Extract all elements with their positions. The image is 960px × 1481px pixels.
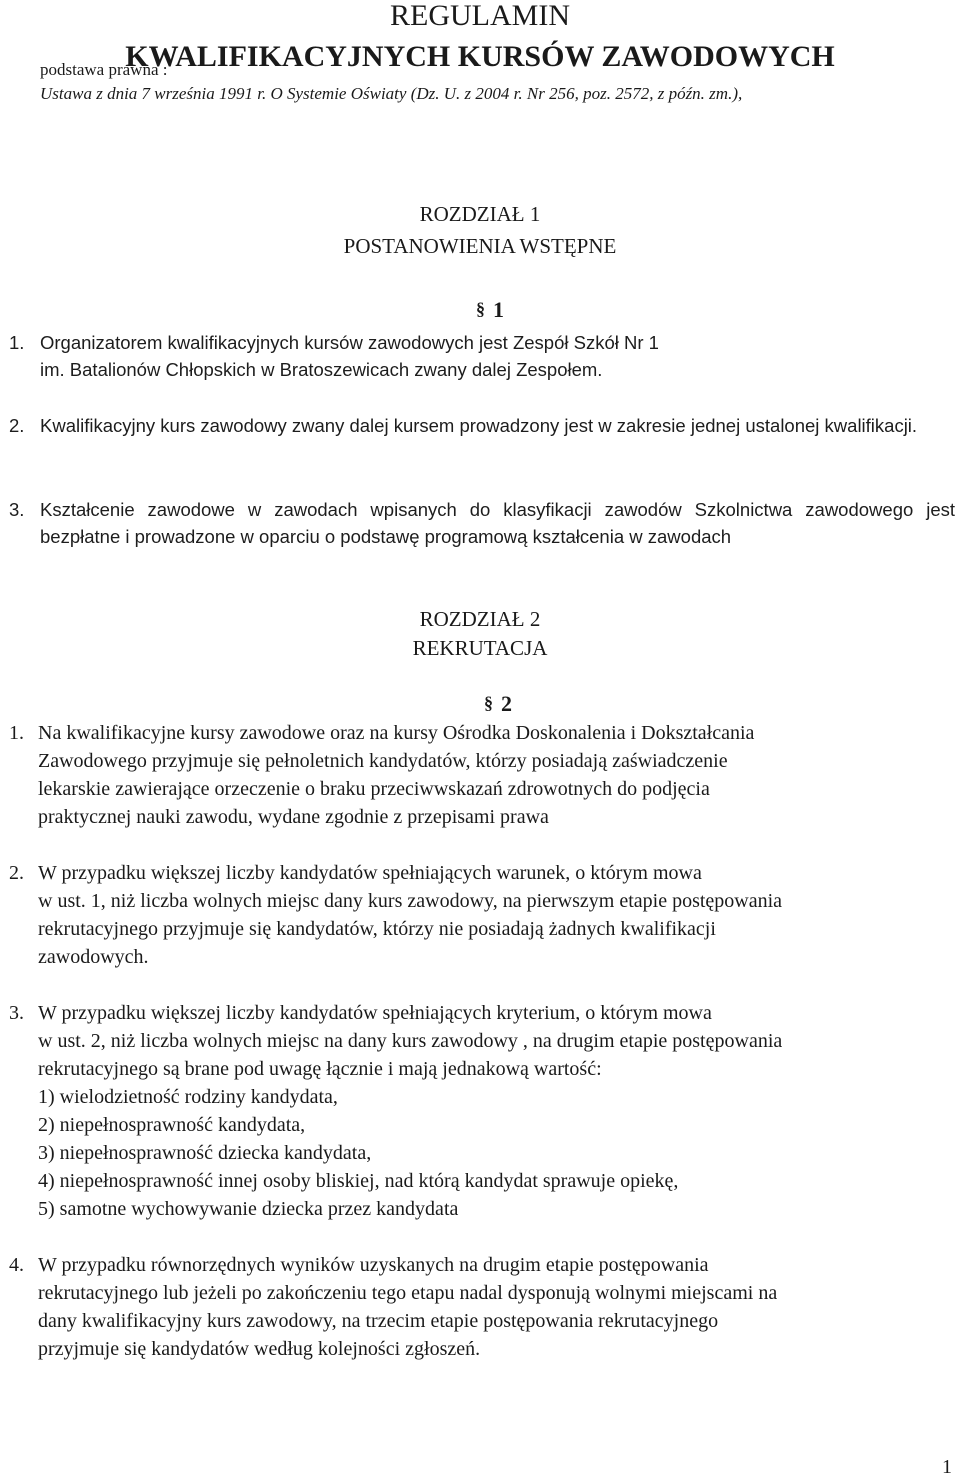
criteria-item: 2) niepełnosprawność kandydata, [38,1114,306,1136]
legal-basis-text: Ustawa z dnia 7 września 1991 r. O Systemie Oświaty (Dz. U. z 2004 r. Nr 256, poz. 2572, z późn. zm.), [40,84,743,103]
criteria-item: 3) niepełnosprawność dziecka kandydata, [38,1142,372,1164]
section-sign: § [476,299,485,319]
item-number: 3. [9,1002,24,1024]
chapter-1-subtitle: POSTANOWIENIA WSTĘPNE [343,234,617,258]
section-2-heading [484,690,512,717]
section-number: 2 [501,691,512,716]
doc-title: REGULAMIN [390,0,570,32]
legal-basis-label: podstawa prawna : [40,60,168,79]
paragraph-line: rekrutacyjnego są brane pod uwagę łącznie i mają jednakową wartość: [38,1058,602,1080]
paragraph-line: W przypadku równorzędnych wyników uzyskanych na drugim etapie postępowania [38,1254,709,1276]
criteria-item: 4) niepełnosprawność innej osoby bliskiej, nad którą kandydat sprawuje opiekę, [38,1170,679,1192]
paragraph-line: W przypadku większej liczby kandydatów spełniających kryterium, o którym mowa [38,1002,712,1024]
paragraph-line: przyjmuje się kandydatów według kolejności zgłoszeń. [38,1338,481,1360]
item-number: 3. [9,499,25,520]
chapter-2-subtitle: REKRUTACJA [412,636,548,660]
paragraph-line: w ust. 1, niż liczba wolnych miejsc dany kurs zawodowy, na pierwszym etapie postępowania [38,890,783,912]
chapter-1-title: ROZDZIAŁ 1 [419,202,541,226]
paragraph-text: Kwalifikacyjny kurs zawodowy zwany dalej kursem prowadzony jest w zakresie jednej ustalonej kwalifikacji. [40,415,918,436]
chapter-2-title: ROZDZIAŁ 2 [419,607,541,631]
paragraph-text: Kształcenie zawodowe w zawodach wpisanych do klasyfikacji zawodów Szkolnictwa zawodowego jest bezpłatne i prowadzone w oparciu o podstawę programową kształcenia w zawodach [40,499,955,547]
paragraph-line: Organizatorem kwalifikacyjnych kursów zawodowych jest Zespół Szkół Nr 1 [40,332,659,353]
paragraph-line: rekrutacyjnego lub jeżeli po zakończeniu tego etapu nadal dysponują wolnymi miejscami na [38,1282,778,1304]
criteria-item: 5) samotne wychowywanie dziecka przez kandydata [38,1198,459,1220]
paragraph-line: praktycznej nauki zawodu, wydane zgodnie z przepisami prawa [38,806,549,828]
item-number: 1. [9,722,24,744]
paragraph-line: Zawodowego przyjmuje się pełnoletnich kandydatów, którzy posiadają zaświadczenie [38,750,728,772]
item-number: 2. [9,862,24,884]
paragraph-line: lekarskie zawierające orzeczenie o braku przeciwwskazań zdrowotnych do podjęcia [38,778,710,800]
paragraph-line: w ust. 2, niż liczba wolnych miejsc na dany kurs zawodowy , na drugim etapie postępowania [38,1030,783,1052]
item-number: 1. [9,332,25,353]
doc-title-main: KWALIFIKACYJNYCH KURSÓW ZAWODOWYCH [125,40,835,73]
section-number: 1 [493,297,504,322]
paragraph-line: rekrutacyjnego przyjmuje się kandydatów, którzy nie posiadają żadnych kwalifikacji [38,918,716,940]
paragraph-line: Na kwalifikacyjne kursy zawodowe oraz na kursy Ośrodka Doskonalenia i Dokształcania [38,722,755,744]
section-sign: § [484,693,493,713]
paragraph-line: W przypadku większej liczby kandydatów spełniających warunek, o którym mowa [38,862,702,884]
paragraph-line: im. Batalionów Chłopskich w Bratoszewicach zwany dalej Zespołem. [40,359,603,380]
paragraph-line: dany kwalifikacyjny kurs zawodowy, na trzecim etapie postępowania rekrutacyjnego [38,1310,719,1332]
page-number: 1 [942,1456,952,1478]
section-1-heading [476,296,504,323]
item-number: 2. [9,415,25,436]
item-number: 4. [9,1254,24,1276]
paragraph-line: zawodowych. [38,946,149,968]
criteria-item: 1) wielodzietność rodziny kandydata, [38,1086,338,1108]
